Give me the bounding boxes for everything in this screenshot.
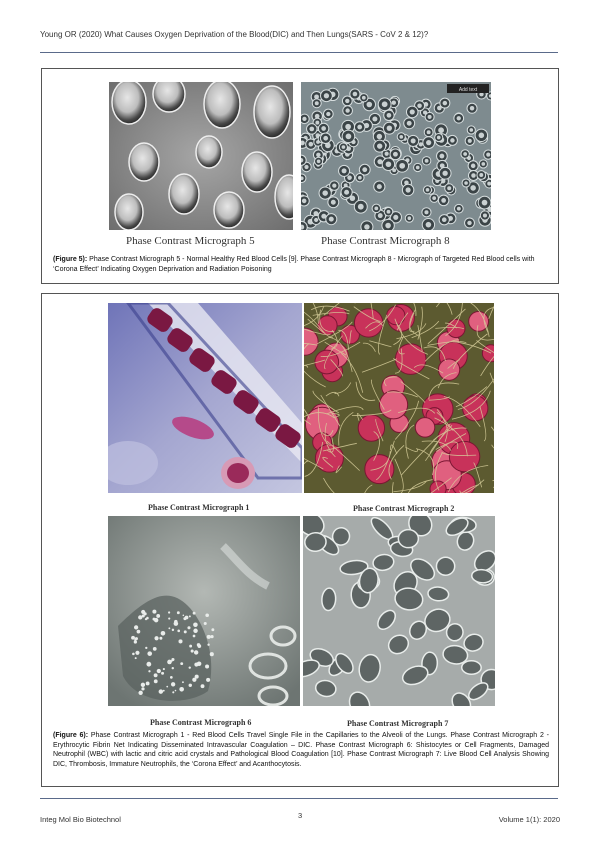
micrograph-1-label: Phase Contrast Micrograph 1	[148, 503, 250, 512]
footer-volume: Volume 1(1): 2020	[498, 815, 560, 824]
figure-5-caption-text: Phase Contrast Micrograph 5 - Normal Healthy Red Blood Cells [9]. Phase Contrast Micrograph 8 - Micrograph of Targeted Red Blood cells with ‘Corona Effect’ Indicating Oxygen Deprivation and Radiation Poisoning	[53, 256, 535, 273]
micrograph-5-label: Phase Contrast Micrograph 5	[126, 235, 255, 247]
micrograph-8-image	[301, 82, 491, 230]
micrograph-6-label: Phase Contrast Micrograph 6	[150, 718, 252, 727]
figure-5-box	[41, 68, 559, 284]
figure-6-caption-label: (Figure 6):	[53, 732, 89, 739]
micrograph-2-label: Phase Contrast Micrograph 2	[353, 504, 455, 513]
micrograph-7-label: Phase Contrast Micrograph 7	[347, 719, 449, 728]
figure-6-caption	[53, 731, 549, 769]
figure-5-caption	[53, 255, 549, 274]
micrograph-2-image	[304, 303, 494, 493]
micrograph-5-image	[109, 82, 293, 230]
footer-journal: Integ Mol Bio Biotechnol	[40, 815, 121, 824]
running-header: Young OR (2020) What Causes Oxygen Deprivation of the Blood(DIC) and Then Lungs(SARS - CoV 2 & 12)?	[40, 30, 429, 39]
figure-5-caption-label: (Figure 5):	[53, 256, 88, 263]
micrograph-1-image	[108, 303, 302, 493]
micrograph-8-watermark: Add text	[458, 87, 478, 93]
footer-rule	[40, 798, 558, 799]
header-rule	[40, 52, 558, 53]
micrograph-6-image	[108, 516, 300, 706]
figure-6-caption-text: Phase Contrast Micrograph 1 - Red Blood Cells Travel Single File in the Capillaries to the Alveoli of the Lungs. Phase Contrast Micrograph 2 - Erythrocytic Fibrin Net Indicating Disseminated Intravascular Coagulation – DIC. Phase Contrast Micrograph 6: Shistocytes or Cell Fragments, Damaged Neutrophil (WBC) with lactic and citric acid crystals and Pathological Blood Coagulation [10]. Phase Contrast Micrograph 7: Live Blood Cell Analysis Showing DIC, Thrombosis, Immature Neutrophils, the ‘Corona Effect’ and Acanthocytosis.	[53, 732, 549, 768]
footer-page-number: 3	[298, 811, 303, 820]
micrograph-8-label: Phase Contrast Micrograph 8	[321, 235, 450, 247]
figure-6-box	[41, 293, 559, 787]
micrograph-7-image	[303, 516, 495, 706]
